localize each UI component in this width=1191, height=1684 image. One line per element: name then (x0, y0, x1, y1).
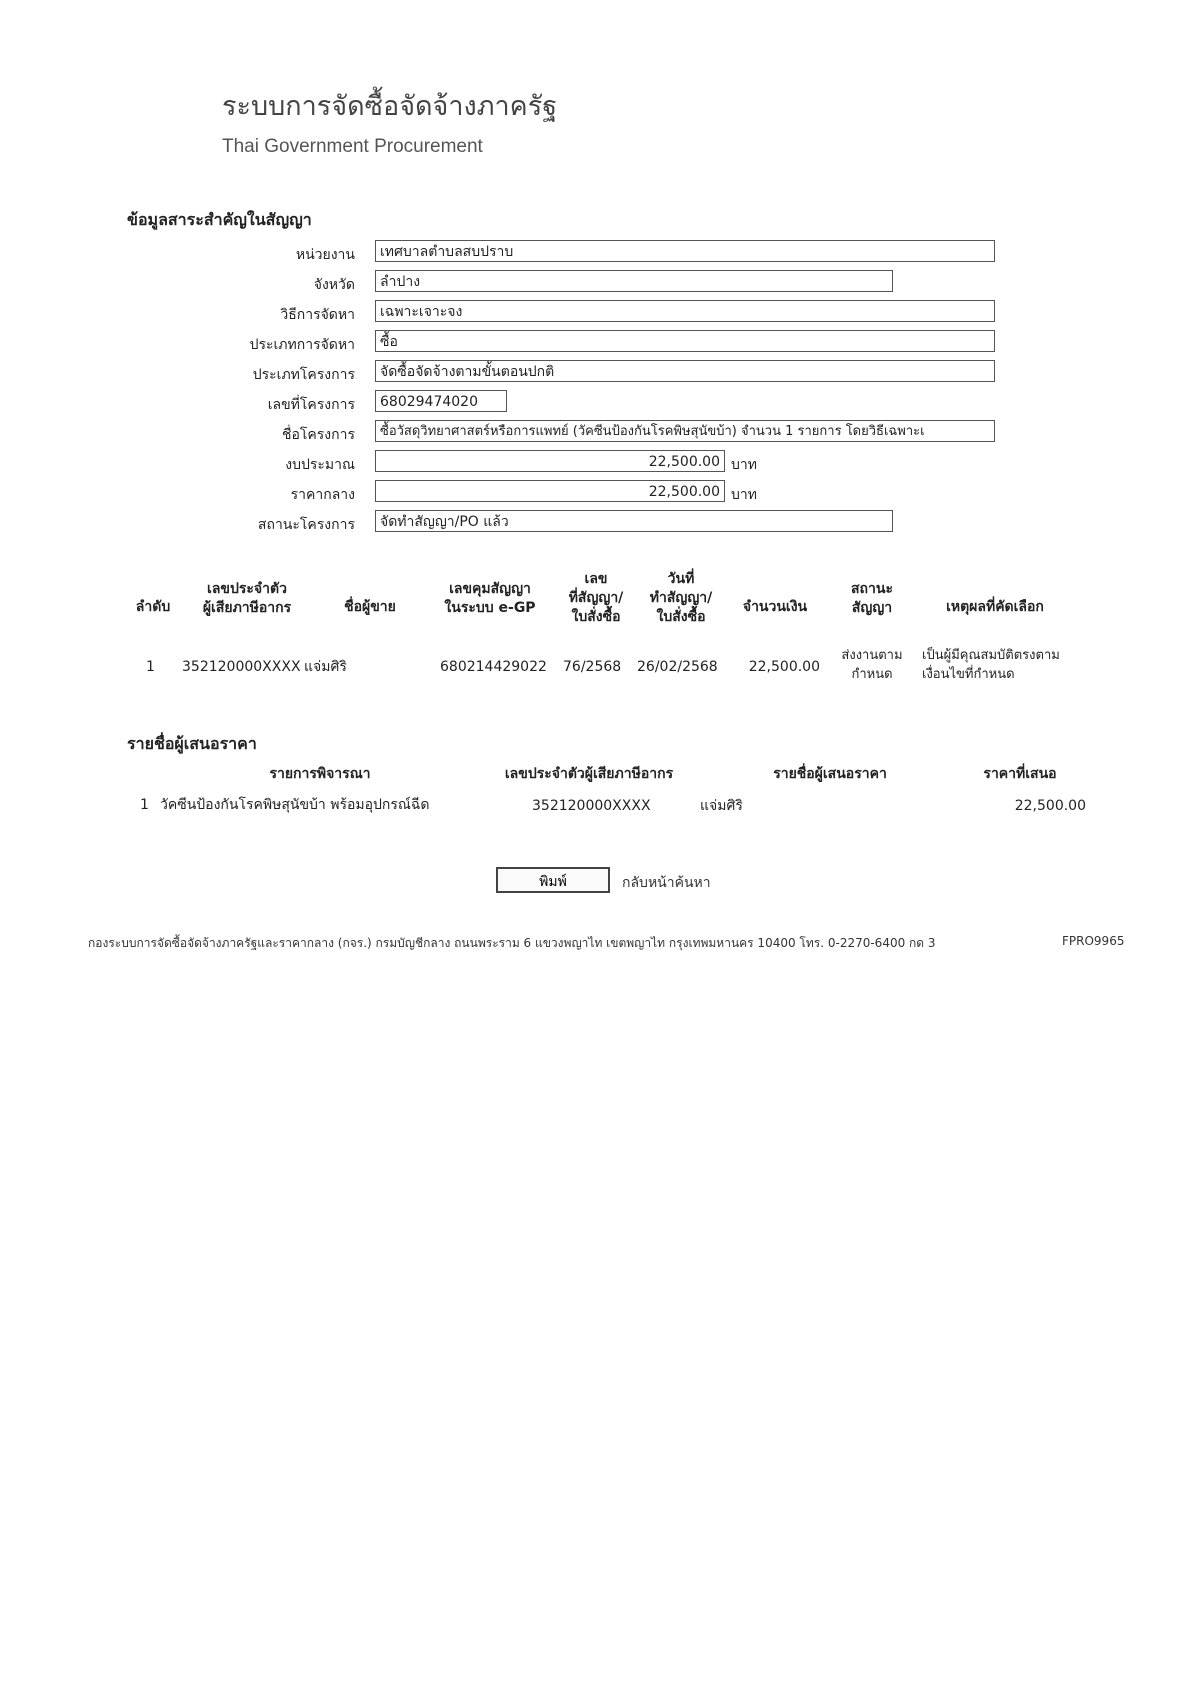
project-no-field: 68029474020 (375, 390, 507, 412)
th-egp-line1: เลขคุมสัญญา (449, 581, 531, 597)
th-contract-no (556, 570, 636, 627)
th-status (832, 580, 912, 618)
proc-type-field: ซื้อ (375, 330, 995, 352)
row-seq: 1 (146, 659, 155, 675)
th-item: รายการพิจารณา (269, 766, 371, 782)
bidder-price: 22,500.00 (1014, 798, 1086, 814)
th-tax-id-line2: ผู้เสียภาษีอากร (202, 600, 292, 616)
th-bidder-tax-id: เลขประจำตัวผู้เสียภาษีอากร (504, 766, 674, 782)
budget-row (0, 450, 1191, 474)
province-label: จังหวัด (313, 277, 355, 293)
th-bidder-price: ราคาที่เสนอ (983, 766, 1057, 782)
th-status-line1: สถานะ (851, 581, 893, 597)
row-reason (922, 646, 1060, 684)
project-name-label: ชื่อโครงการ (281, 427, 355, 443)
province-row (0, 270, 1191, 294)
th-tax-id-line1: เลขประจำตัว (207, 581, 287, 597)
project-no-label: เลขที่โครงการ (267, 397, 355, 413)
row-status-line2: กำหนด (851, 667, 893, 682)
th-reason: เหตุผลที่คัดเลือก (946, 599, 1044, 615)
proc-type-label: ประเภทการจัดหา (249, 337, 355, 353)
th-contract-no-line2: ที่สัญญา/ (568, 590, 624, 606)
bidder-item: วัคซีนป้องกันโรคพิษสุนัขบ้า พร้อมอุปกรณ์ฉีด (160, 797, 430, 813)
th-date-line3: ใบสั่งซื้อ (656, 609, 706, 625)
status-row (0, 510, 1191, 534)
bidders-title: รายชื่อผู้เสนอราคา (127, 734, 257, 753)
contract-info-title: ข้อมูลสาระสำคัญในสัญญา (127, 210, 312, 229)
bidder-name: แจ่มศิริ (700, 798, 743, 814)
th-amount: จำนวนเงิน (742, 599, 808, 615)
agency-row (0, 240, 1191, 264)
median-price-label: ราคากลาง (290, 487, 355, 503)
project-type-field: จัดซื้อจัดจ้างตามขั้นตอนปกติ (375, 360, 995, 382)
th-seq: ลำดับ (135, 599, 171, 615)
bidder-tax-id: 352120000XXXX (532, 798, 651, 814)
th-bidder-name: รายชื่อผู้เสนอราคา (773, 766, 887, 782)
province-field: ลำปาง (375, 270, 893, 292)
median-price-unit: บาท (731, 487, 757, 503)
project-type-label: ประเภทโครงการ (252, 367, 355, 383)
th-tax-id (182, 580, 312, 618)
row-amount: 22,500.00 (748, 659, 820, 675)
median-price-field: 22,500.00 (375, 480, 725, 502)
budget-label: งบประมาณ (285, 457, 355, 473)
th-seller: ชื่อผู้ขาย (344, 599, 396, 615)
method-row (0, 300, 1191, 324)
th-egp-line2: ในระบบ e-GP (444, 600, 536, 616)
th-contract-no-line3: ใบสั่งซื้อ (571, 609, 621, 625)
row-status-line1: ส่งงานตาม (841, 648, 903, 663)
th-date-line1: วันที่ (667, 571, 695, 587)
page-title-english: Thai Government Procurement (222, 136, 483, 157)
page-title-thai: ระบบการจัดซื้อจัดจ้างภาครัฐ (222, 91, 558, 122)
budget-field: 22,500.00 (375, 450, 725, 472)
row-date: 26/02/2568 (637, 659, 718, 675)
project-type-row (0, 360, 1191, 384)
footer-code: FPRO9965 (1062, 934, 1125, 948)
th-date-line2: ทำสัญญา/ (649, 590, 713, 606)
th-date (636, 570, 726, 627)
row-egp-no: 680214429022 (440, 659, 547, 675)
proc-type-row (0, 330, 1191, 354)
th-egp (430, 580, 550, 618)
status-field: จัดทำสัญญา/PO แล้ว (375, 510, 893, 532)
row-tax-id: 352120000XXXX (182, 659, 301, 675)
project-no-row (0, 390, 1191, 414)
status-label: สถานะโครงการ (257, 517, 355, 533)
agency-field: เทศบาลตำบลสบปราบ (375, 240, 995, 262)
budget-unit: บาท (731, 457, 757, 473)
agency-label: หน่วยงาน (295, 247, 355, 263)
row-seller: แจ่มศิริ (304, 659, 347, 675)
back-to-search-link[interactable]: กลับหน้าค้นหา (622, 875, 711, 891)
row-reason-line2: เงื่อนไขที่กำหนด (922, 667, 1015, 682)
median-price-row (0, 480, 1191, 504)
row-reason-line1: เป็นผู้มีคุณสมบัติตรงตาม (922, 648, 1060, 663)
footer-address: กองระบบการจัดซื้อจัดจ้างภาครัฐและราคากลาง (กจร.) กรมบัญชีกลาง ถนนพระราม 6 แขวงพญาไท เขตพญาไท กรุงเทพมหานคร 10400 โทร. 0-2270-6400 กด 3 (88, 936, 936, 950)
method-field: เฉพาะเจาะจง (375, 300, 995, 322)
print-button[interactable]: พิมพ์ (496, 867, 610, 893)
row-status (832, 646, 912, 684)
method-label: วิธีการจัดหา (280, 307, 355, 323)
project-name-field: ซื้อวัสดุวิทยาศาสตร์หรือการแพทย์ (วัคซีนป้องกันโรคพิษสุนัขบ้า) จำนวน 1 รายการ โดยวิธีเฉพาะเ (375, 420, 995, 442)
row-contract-no: 76/2568 (563, 659, 622, 675)
project-name-row (0, 420, 1191, 444)
th-status-line2: สัญญา (851, 600, 893, 616)
bidder-seq: 1 (140, 797, 149, 813)
th-contract-no-line1: เลข (584, 571, 608, 587)
